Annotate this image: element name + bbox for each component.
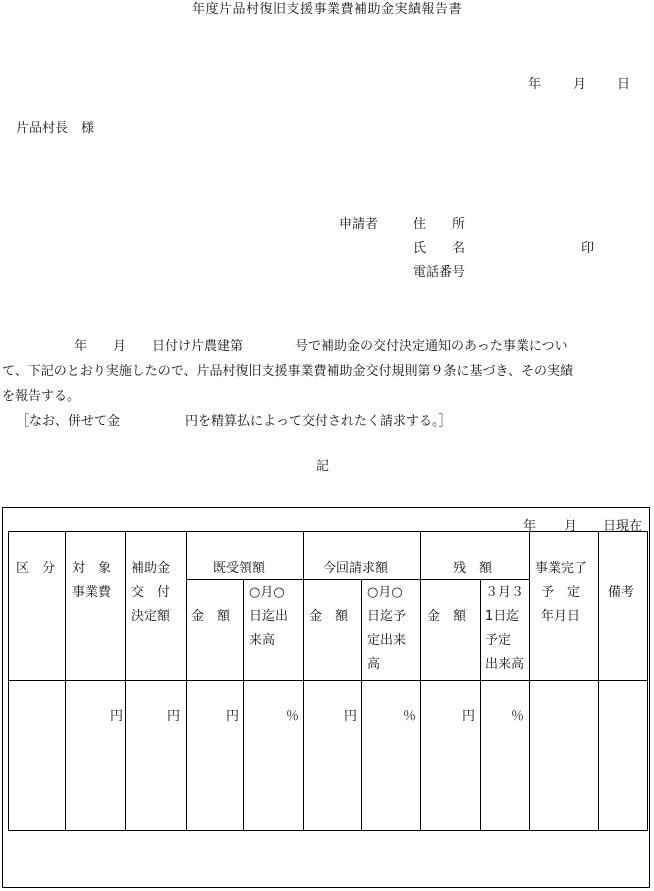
kiju-sub-1: ○月○ bbox=[249, 585, 285, 600]
seal-mark: 印 bbox=[581, 241, 595, 256]
header-konkai: 今回請求額 bbox=[323, 561, 389, 576]
zan-sub-1: ３月３ bbox=[485, 585, 525, 600]
header-hojokin-1: 補助金 bbox=[131, 561, 171, 576]
date-year: 年 bbox=[528, 77, 542, 92]
unit-pct: ％ bbox=[403, 709, 417, 724]
header-kiju: 既受領額 bbox=[213, 561, 266, 576]
asof-day: 日現在 bbox=[603, 519, 643, 534]
body-line: 年 月 日付け片農建第 号で補助金の交付決定通知のあった事業につい bbox=[74, 339, 568, 354]
zan-sub-2: 1日迄 bbox=[485, 609, 520, 624]
unit-yen: 円 bbox=[110, 709, 124, 724]
header-taisho-1: 対 象 bbox=[72, 561, 112, 576]
address-label: 住 所 bbox=[413, 217, 466, 232]
header-kanryo-1: 事業完了 bbox=[535, 561, 588, 576]
asof-year: 年 bbox=[523, 519, 537, 534]
unit-pct: ％ bbox=[286, 709, 300, 724]
ki-heading: 記 bbox=[316, 459, 330, 474]
header-biko: 備考 bbox=[608, 585, 635, 600]
konkai-sub-3: 定出来 bbox=[367, 633, 407, 648]
header-kanryo-2: 予 定 bbox=[541, 585, 581, 600]
unit-yen: 円 bbox=[167, 709, 181, 724]
header-zan: 残 額 bbox=[453, 561, 493, 576]
konkai-sub-1: ○月○ bbox=[367, 585, 403, 600]
unit-yen: 円 bbox=[344, 709, 358, 724]
kiju-kingaku: 金 額 bbox=[191, 609, 231, 624]
konkai-kingaku: 金 額 bbox=[309, 609, 349, 624]
body-line: て、下記のとおり実施したので、片品村復旧支援事業費補助金交付規則第９条に基づき、その実績 bbox=[2, 364, 573, 379]
unit-yen: 円 bbox=[226, 709, 240, 724]
zan-sub-4: 出来高 bbox=[485, 657, 525, 672]
unit-yen: 円 bbox=[462, 709, 476, 724]
date-month: 月 bbox=[573, 77, 587, 92]
body-line: ［なお、併せて金 円を精算払によって交付されたく請求する。］ bbox=[16, 414, 452, 429]
header-taisho-2: 事業費 bbox=[72, 585, 112, 600]
kiju-sub-3: 来高 bbox=[249, 633, 276, 648]
phone-label: 電話番号 bbox=[413, 265, 466, 280]
header-kanryo-3: 年月日 bbox=[541, 609, 581, 624]
konkai-sub-4: 高 bbox=[367, 657, 381, 672]
body-paragraph bbox=[2, 334, 652, 434]
unit-pct: ％ bbox=[511, 709, 525, 724]
konkai-sub-2: 日迄予 bbox=[367, 609, 407, 624]
header-hojokin-3: 決定額 bbox=[131, 609, 171, 624]
date-day: 日 bbox=[617, 77, 631, 92]
body-line: を報告する。 bbox=[2, 389, 81, 404]
applicant-label: 申請者 bbox=[339, 217, 379, 232]
addressee: 片品村長 様 bbox=[16, 121, 95, 136]
name-label: 氏 名 bbox=[413, 241, 466, 256]
document-title: 年度片品村復旧支援事業費補助金実績報告書 bbox=[191, 2, 462, 17]
zan-sub-3: 予定 bbox=[485, 633, 512, 648]
header-hojokin-2: 交 付 bbox=[131, 585, 171, 600]
asof-month: 月 bbox=[564, 519, 578, 534]
header-kubun: 区 分 bbox=[16, 561, 56, 576]
kiju-sub-2: 日迄出 bbox=[249, 609, 289, 624]
zan-kingaku: 金 額 bbox=[427, 609, 467, 624]
